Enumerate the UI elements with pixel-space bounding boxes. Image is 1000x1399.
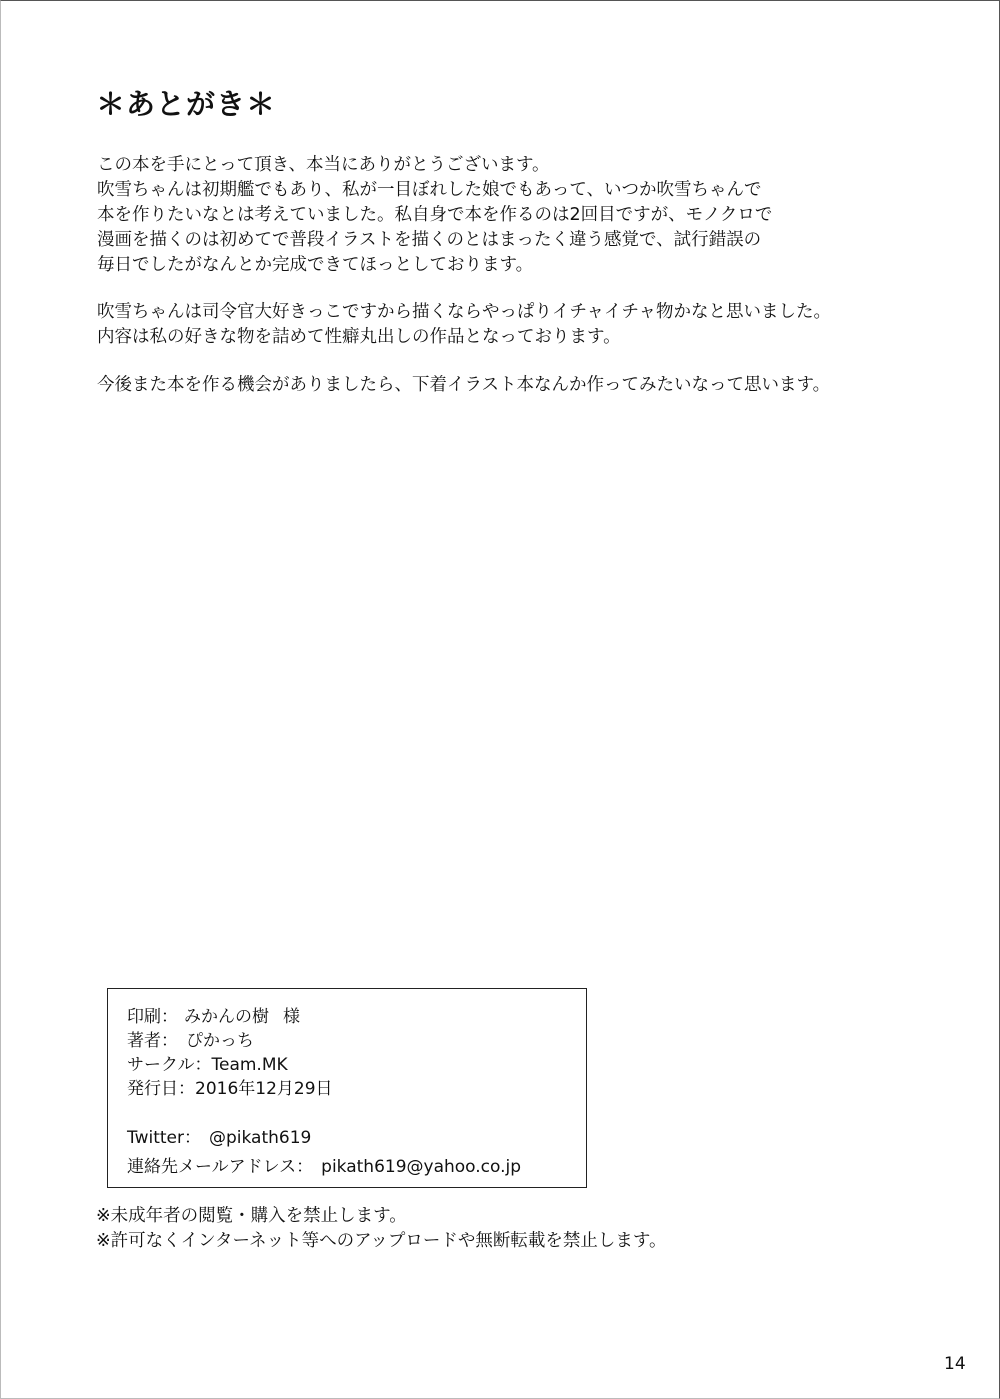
notice-age-restriction: ※未成年者の閲覧・購入を禁止します。 [96,1206,407,1226]
email-label: 連絡先メールアドレス： [127,1157,314,1177]
afterword-paragraph-1 [97,153,772,278]
paragraph-line: 吹雪ちゃんは初期艦でもあり、私が一目ぼれした娘でもあって、いつか吹雪ちゃんで [97,180,762,200]
paragraph-line: 内容は私の好きな物を詰めて性癖丸出しの作品となっております。 [97,327,621,347]
date-value: 2016年12月29日 [195,1079,333,1099]
twitter-handle: @pikath619 [208,1128,312,1148]
date-label: 発行日： [127,1079,195,1099]
author-value: ぴかっち [186,1031,254,1051]
circle-value: Team.MK [211,1055,288,1075]
colophon-circle [127,1053,288,1077]
email-address: pikath619@yahoo.co.jp [321,1157,522,1177]
colophon-printer [127,1005,300,1029]
author-label: 著者： [127,1031,178,1051]
colophon-twitter [127,1126,311,1150]
paragraph-line: 本を作りたいなとは考えていました。私自身で本を作るのは2回目ですが、モノクロで [97,205,773,225]
paragraph-line: 漫画を描くのは初めてで普段イラストを描くのとはまったく違う感覚で、試行錯誤の [97,230,762,250]
printer-value: みかんの樹 [184,1007,269,1027]
colophon-date [127,1077,333,1101]
notice-no-reupload: ※許可なくインターネット等へのアップロードや無断転載を禁止します。 [96,1231,667,1251]
colophon-email [127,1155,521,1179]
afterword-heading: ＊あとがき＊ [96,87,277,121]
paragraph-line: 今後また本を作る機会がありましたら、下着イラスト本なんか作ってみたいなって思います。 [97,375,831,395]
printer-honorific: 様 [283,1007,300,1027]
colophon-author [127,1029,254,1053]
paragraph-line: 吹雪ちゃんは司令官大好きっこですから描くならやっぱりイチャイチャ物かなと思いました。 [97,302,831,322]
page-number: 14 [944,1354,966,1374]
twitter-label: Twitter： [127,1128,201,1148]
afterword-paragraph-2 [97,300,831,350]
afterword-paragraph-3 [97,373,830,398]
printer-label: 印刷： [127,1007,178,1027]
circle-label: サークル： [127,1055,212,1075]
paragraph-line: この本を手にとって頂き、本当にありがとうございます。 [97,155,550,175]
paragraph-line: 毎日でしたがなんとか完成できてほっとしております。 [97,255,534,275]
colophon-box [107,988,587,1188]
